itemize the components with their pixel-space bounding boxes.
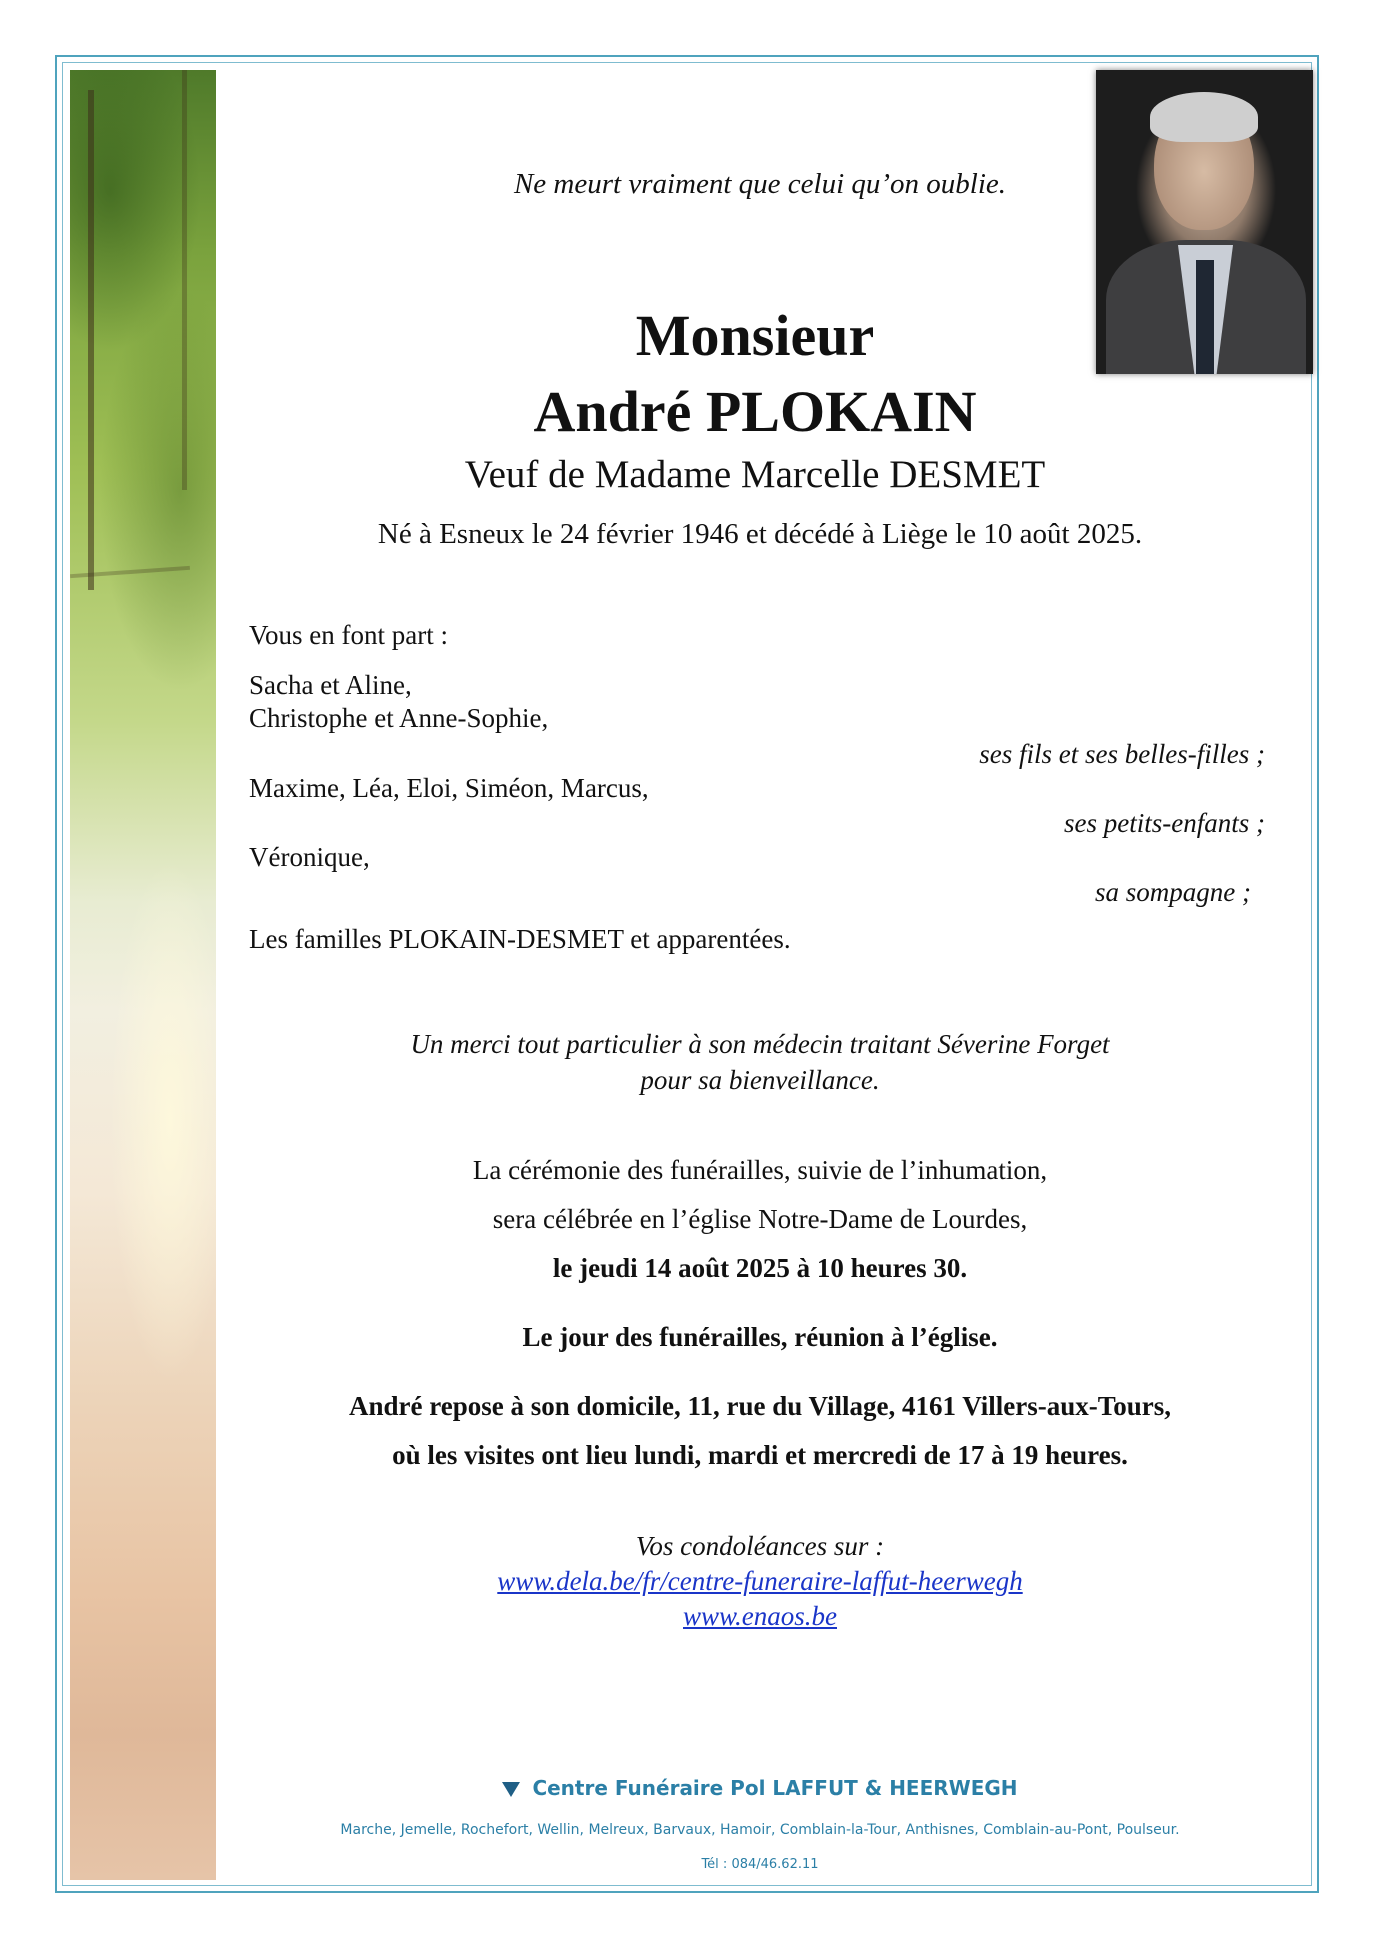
widow-line: Veuf de Madame Marcelle DESMET bbox=[464, 453, 1046, 496]
epigraph-quote: Ne meurt vraiment que celui qu’on oublie. bbox=[513, 168, 1007, 200]
footer-locations: Marche, Jemelle, Rochefort, Wellin, Melreux, Barvaux, Hamoir, Comblain-la-Tour, Anthisnes, Comblain-au-Pont, Poulseur. bbox=[340, 1822, 1180, 1838]
family-role-2: ses petits-enfants ; bbox=[1064, 808, 1265, 838]
ceremony-date: le jeudi 14 août 2025 à 10 heures 30. bbox=[552, 1253, 968, 1283]
family-line-3: Maxime, Léa, Eloi, Siméon, Marcus, bbox=[249, 773, 649, 803]
family-line-1: Sacha et Aline, bbox=[249, 670, 412, 700]
thanks-line-1: Un merci tout particulier à son médecin traitant Séverine Forget bbox=[410, 1029, 1110, 1059]
footer-title-text: Centre Funéraire Pol LAFFUT & HEERWEGH bbox=[532, 1776, 1018, 1800]
condolences-link-enaos-wrap bbox=[230, 1601, 1290, 1632]
triangle-down-icon bbox=[502, 1782, 520, 1797]
family-line-2: Christophe et Anne-Sophie, bbox=[249, 703, 549, 733]
ceremony-meeting: Le jour des funérailles, réunion à l’église. bbox=[522, 1322, 998, 1352]
birth-death-line: Né à Esneux le 24 février 1946 et décédé à Liège le 10 août 2025. bbox=[377, 518, 1143, 550]
condolences-link-dela-wrap bbox=[230, 1566, 1290, 1597]
family-line-4: Véronique, bbox=[249, 842, 370, 872]
condolences-link-enaos[interactable]: www.enaos.be bbox=[683, 1601, 837, 1631]
announce-intro: Vous en font part : bbox=[249, 620, 448, 650]
footer-title bbox=[230, 1776, 1290, 1800]
condolences-link-dela[interactable]: www.dela.be/fr/centre-funeraire-laffut-heerwegh bbox=[497, 1566, 1023, 1596]
deceased-name: André PLOKAIN bbox=[533, 379, 977, 444]
rest-line-2: où les visites ont lieu lundi, mardi et mercredi de 17 à 19 heures. bbox=[392, 1440, 1128, 1470]
thanks-message bbox=[230, 1026, 1290, 1098]
thanks-line-2: pour sa bienveillance. bbox=[640, 1065, 880, 1095]
title-monsieur: Monsieur bbox=[635, 303, 875, 368]
family-role-3: sa sompagne ; bbox=[1095, 877, 1251, 907]
rest-line-1: André repose à son domicile, 11, rue du Village, 4161 Villers-aux-Tours, bbox=[348, 1391, 1172, 1421]
ceremony-line-2: sera célébrée en l’église Notre-Dame de Lourdes, bbox=[492, 1204, 1028, 1234]
footer-telephone: Tél : 084/46.62.11 bbox=[701, 1857, 819, 1872]
family-role-1: ses fils et ses belles-filles ; bbox=[979, 739, 1265, 769]
ceremony-line-1: La cérémonie des funérailles, suivie de l’inhumation, bbox=[472, 1155, 1048, 1185]
condolences-label: Vos condoléances sur : bbox=[635, 1531, 885, 1561]
forest-path-image bbox=[70, 70, 216, 1880]
family-line-5: Les familles PLOKAIN-DESMET et apparentées. bbox=[249, 924, 791, 954]
